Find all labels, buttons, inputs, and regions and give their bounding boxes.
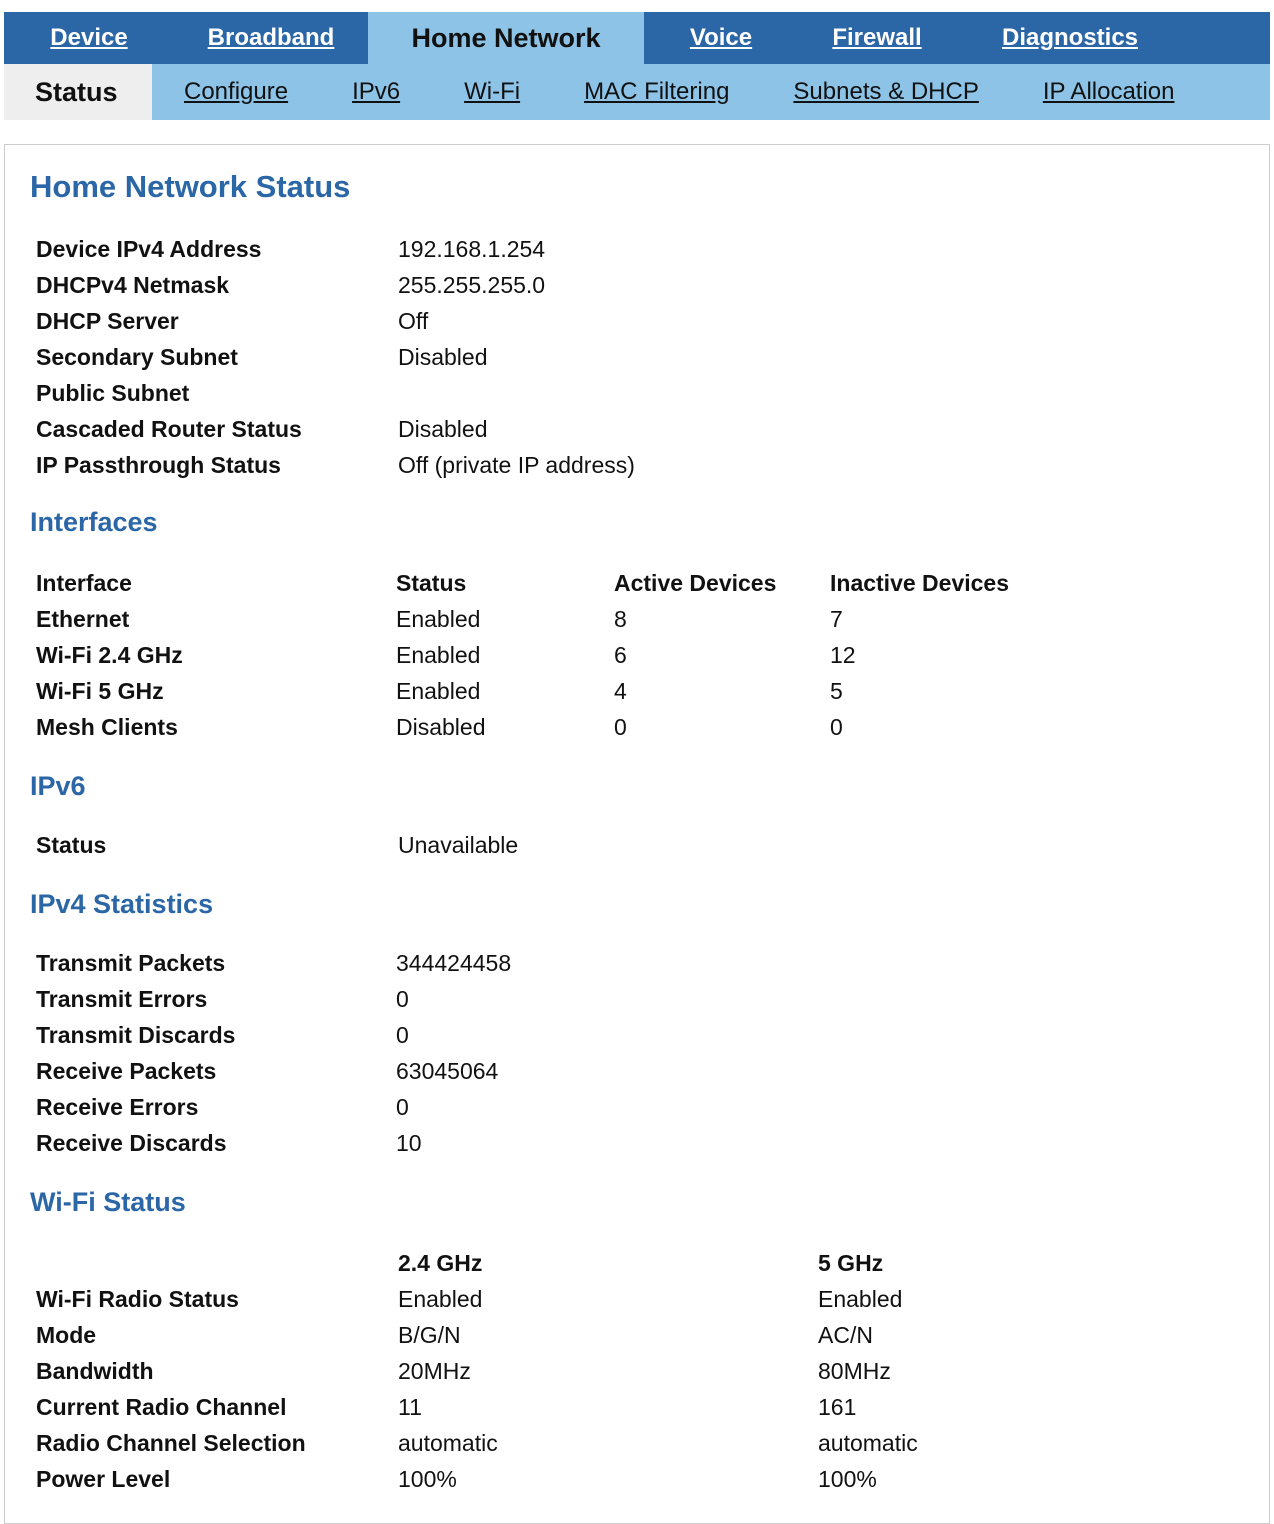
content-panel [4, 144, 1270, 1524]
value-2-4ghz: 11 [398, 1394, 422, 1420]
row-value: 192.168.1.254 [398, 236, 546, 262]
wifi-status-title: Wi-Fi Status [30, 1187, 186, 1217]
row-label: Power Level [36, 1466, 171, 1492]
interface-name: Ethernet [36, 606, 130, 632]
tab-diagnostics[interactable]: Diagnostics [1001, 24, 1139, 51]
col-header: Active Devices [614, 570, 777, 596]
page-title: Home Network Status [30, 169, 351, 204]
col-header: 5 GHz [818, 1250, 884, 1276]
value-5ghz: Enabled [818, 1286, 903, 1312]
row-value: 0 [396, 1022, 409, 1048]
tab-broadband[interactable]: Broadband [207, 24, 335, 51]
interfaces-title: Interfaces [30, 507, 158, 537]
value-5ghz: automatic [818, 1430, 918, 1456]
sub-nav [4, 64, 1270, 120]
value-2-4ghz: 100% [398, 1466, 457, 1492]
row-label: IP Passthrough Status [36, 452, 281, 478]
row-value: Off (private IP address) [398, 452, 635, 478]
main-nav [4, 12, 1270, 64]
row-value: Unavailable [398, 832, 519, 858]
value-5ghz: 161 [818, 1394, 857, 1420]
row-label: Receive Discards [36, 1130, 227, 1156]
row-label: Cascaded Router Status [36, 416, 302, 442]
interface-status: Enabled [396, 642, 481, 668]
row-label: Secondary Subnet [36, 344, 238, 370]
subtab-ipv6[interactable]: IPv6 [352, 78, 401, 105]
row-label: Current Radio Channel [36, 1394, 287, 1420]
row-label: Wi-Fi Radio Status [36, 1286, 239, 1312]
value-5ghz: AC/N [818, 1322, 873, 1348]
row-value: Disabled [398, 416, 488, 442]
row-label: DHCPv4 Netmask [36, 272, 230, 298]
interface-status: Enabled [396, 606, 481, 632]
row-label: Receive Packets [36, 1058, 217, 1084]
value-2-4ghz: 20MHz [398, 1358, 471, 1384]
active-devices: 6 [614, 642, 627, 668]
col-header: 2.4 GHz [398, 1250, 483, 1276]
value-2-4ghz: B/G/N [398, 1322, 461, 1348]
row-value: 0 [396, 1094, 409, 1120]
subtab-mac-filtering[interactable]: MAC Filtering [584, 78, 730, 105]
row-label: Transmit Discards [36, 1022, 236, 1048]
inactive-devices: 7 [830, 606, 843, 632]
row-value: 255.255.255.0 [398, 272, 546, 298]
subtab-subnets-dhcp[interactable]: Subnets & DHCP [793, 78, 979, 105]
interface-name: Wi-Fi 2.4 GHz [36, 642, 183, 668]
tab-device[interactable]: Device [50, 24, 128, 51]
row-label: Status [36, 832, 107, 858]
interface-status: Disabled [396, 714, 486, 740]
row-label: Public Subnet [36, 380, 190, 406]
value-5ghz: 100% [818, 1466, 877, 1492]
subtab-configure[interactable]: Configure [184, 78, 289, 105]
row-value: 344424458 [396, 950, 512, 976]
row-label: Receive Errors [36, 1094, 199, 1120]
col-header: Inactive Devices [830, 570, 1010, 596]
ipv6-title: IPv6 [30, 771, 86, 801]
interface-name: Mesh Clients [36, 714, 178, 740]
subtab-wifi[interactable]: Wi-Fi [464, 78, 521, 105]
value-5ghz: 80MHz [818, 1358, 891, 1384]
row-label: Bandwidth [36, 1358, 154, 1384]
tab-firewall[interactable]: Firewall [832, 24, 922, 51]
row-label: Transmit Errors [36, 986, 208, 1012]
row-value: Off [398, 308, 429, 334]
col-header: Interface [36, 570, 132, 596]
value-2-4ghz: automatic [398, 1430, 498, 1456]
inactive-devices: 12 [830, 642, 856, 668]
active-devices: 0 [614, 714, 627, 740]
tab-home-network[interactable]: Home Network [368, 12, 644, 64]
ipv4-stats-title: IPv4 Statistics [30, 889, 214, 919]
row-value: 10 [396, 1130, 422, 1156]
interface-status: Enabled [396, 678, 481, 704]
value-2-4ghz: Enabled [398, 1286, 483, 1312]
active-devices: 4 [614, 678, 627, 704]
subtab-status[interactable]: Status [4, 64, 152, 120]
row-value: 0 [396, 986, 409, 1012]
row-label: Transmit Packets [36, 950, 226, 976]
row-label: Device IPv4 Address [36, 236, 262, 262]
row-label: Radio Channel Selection [36, 1430, 306, 1456]
inactive-devices: 5 [830, 678, 843, 704]
inactive-devices: 0 [830, 714, 843, 740]
subtab-ip-allocation[interactable]: IP Allocation [1042, 78, 1175, 105]
interface-name: Wi-Fi 5 GHz [36, 678, 164, 704]
row-label: Mode [36, 1322, 97, 1348]
row-value: 63045064 [396, 1058, 499, 1084]
active-devices: 8 [614, 606, 627, 632]
row-label: DHCP Server [36, 308, 179, 334]
col-header: Status [396, 570, 467, 596]
tab-voice[interactable]: Voice [689, 24, 753, 51]
row-value: Disabled [398, 344, 488, 370]
